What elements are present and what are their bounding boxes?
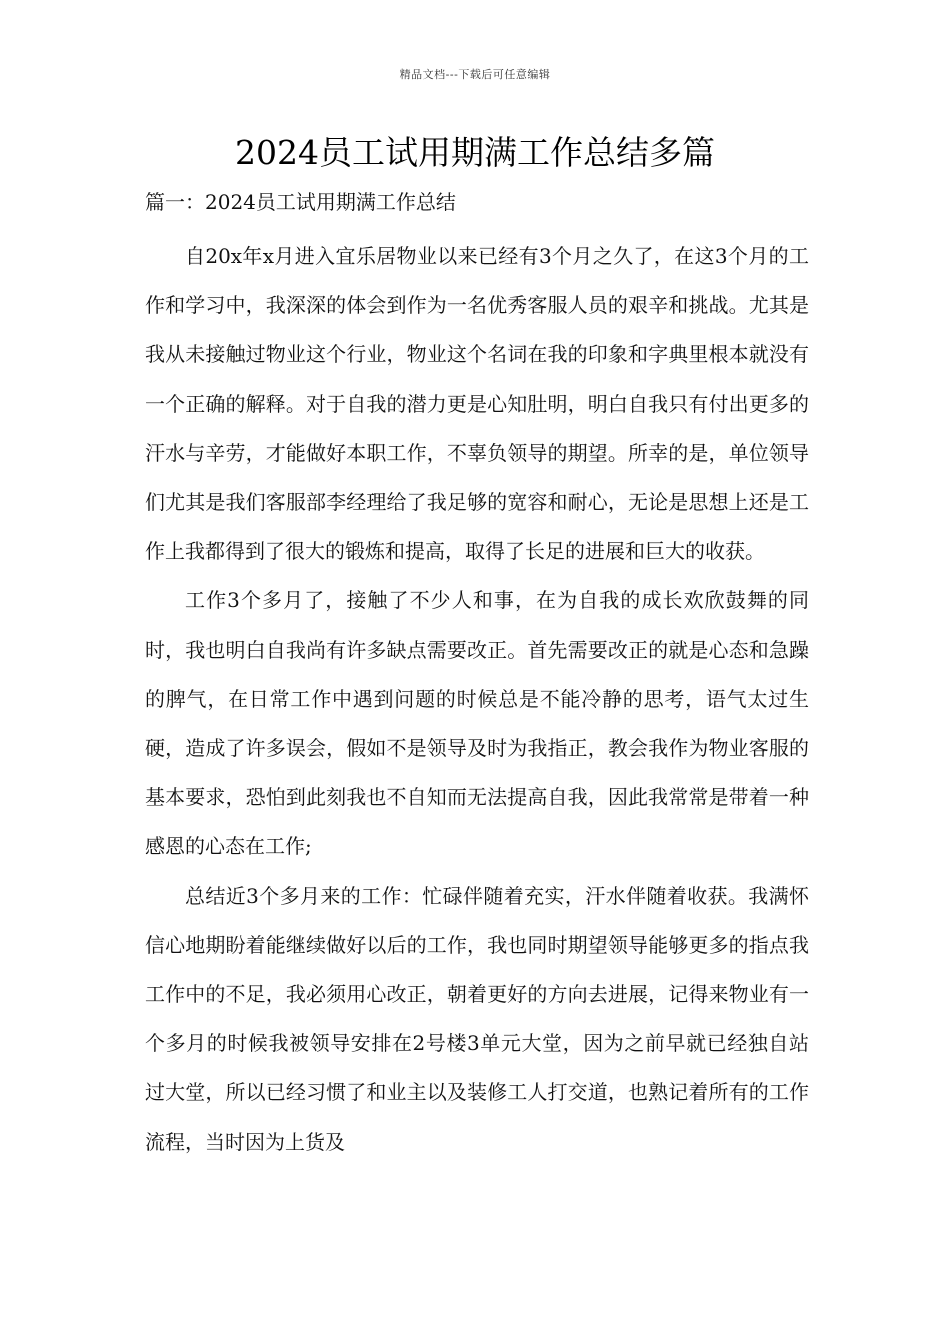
section-title: 篇一：2024员工试用期满工作总结 xyxy=(145,190,456,214)
paragraph-3: 总结近3个多月来的工作：忙碌伴随着充实，汗水伴随着收获。我满怀信心地期盼着能继续做好以后的工作，我也同时期望领导能够更多的指点我工作中的不足，我必须用心改正，朝着更好的方向去进展，记得来物业有一个多月的时候我被领导安排在2号楼3单元大堂，因为之前早就已经独自站过大堂，所以已经习惯了和业主以及装修工人打交道，也熟记着所有的工作流程，当时因为上货及 xyxy=(145,883,809,1154)
paragraph-2: 工作3个多月了，接触了不少人和事，在为自我的成长欢欣鼓舞的同时，我也明白自我尚有许多缺点需要改正。首先需要改正的就是心态和急躁的脾气，在日常工作中遇到问题的时候总是不能冷静的思考，语气太过生硬，造成了许多误会，假如不是领导及时为我指正，教会我作为物业客服的基本要求，恐怕到此刻我也不自知而无法提高自我，因此我常常是带着一种感恩的心态在工作; xyxy=(145,588,809,859)
document-body xyxy=(145,182,809,1167)
document-title: 2024员工试用期满工作总结多篇 xyxy=(235,133,715,172)
paragraph-1: 自20x年x月进入宜乐居物业以来已经有3个月之久了，在这3个月的工作和学习中，我深深的体会到作为一名优秀客服人员的艰辛和挑战。尤其是我从未接触过物业这个行业，物业这个名词在我的印象和字典里根本就没有一个正确的解释。对于自我的潜力更是心知肚明，明白自我只有付出更多的汗水与辛劳，才能做好本职工作，不辜负领导的期望。所幸的是，单位领导们尤其是我们客服部李经理给了我足够的宽容和耐心，无论是思想上还是工作上我都得到了很大的锻炼和提高，取得了长足的进展和巨大的收获。 xyxy=(145,244,809,564)
header-watermark: 精品文档---下载后可任意编辑 xyxy=(399,68,551,81)
